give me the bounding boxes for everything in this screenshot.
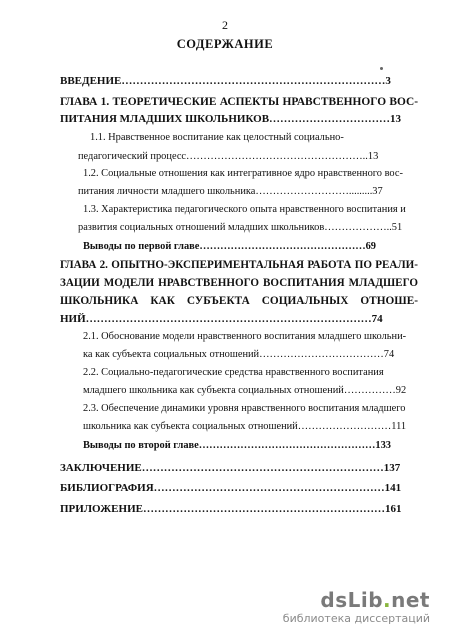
toc-line: 1.3. Характеристика педагогического опыта нравственного воспитания и — [83, 204, 406, 215]
dslib-logo: dsLib.net — [320, 588, 430, 612]
toc-entry-appendix — [60, 502, 418, 516]
toc-entry-bibliography — [60, 481, 418, 495]
dslib-subtitle: библиотека диссертаций — [282, 612, 430, 625]
toc-line: развития социальных отношений младших школьников………………..51 — [78, 222, 403, 233]
ink-speck — [380, 67, 383, 70]
toc-line: 1.2. Социальные отношения как интегративное ядро нравственного вос- — [83, 168, 403, 179]
toc-line: Выводы по первой главе…………………………………………69 — [83, 241, 377, 252]
toc-line: ГЛАВА 2. ОПЫТНО-ЭКСПЕРИМЕНТАЛЬНАЯ РАБОТА ПО РЕАЛИ- — [60, 259, 418, 271]
toc-line: ЗАЦИИ МОДЕЛИ НРАВСТВЕННОГО ВОСПИТАНИЯ МЛАДШЕГО — [60, 277, 418, 289]
page-title: СОДЕРЖАНИЕ — [176, 37, 274, 51]
toc-line: Выводы по второй главе……………………………………………133 — [83, 440, 391, 451]
toc-entry-conclusion — [60, 461, 418, 475]
toc-entry-conclusions-1 — [83, 240, 418, 254]
toc-line: ПРИЛОЖЕНИЕ…………………………………………………………161 — [60, 503, 402, 515]
toc-line: педагогический процесс……………………………………………..13 — [78, 151, 379, 162]
toc-line: 2.2. Социально-педагогические средства нравственного воспитания — [83, 367, 384, 378]
toc-line: ШКОЛЬНИКА КАК СУБЪЕКТА СОЦИАЛЬНЫХ ОТНОШЕ- — [60, 295, 418, 307]
toc-entry-conclusions-2 — [83, 439, 418, 453]
toc-entry-chapter-2 — [60, 258, 418, 326]
page-number: 2 — [222, 18, 228, 32]
toc-line: 2.1. Обоснование модели нравственного воспитания младшего школьни- — [83, 331, 407, 342]
toc-line: НИЙ……………………………………………………………………74 — [60, 313, 383, 325]
toc-line: ка как субъекта социальных отношений………………………………74 — [83, 349, 395, 360]
toc-line: ПИТАНИЯ МЛАДШИХ ШКОЛЬНИКОВ……………………………13 — [60, 113, 402, 125]
toc-entry-1-2 — [78, 167, 418, 199]
toc-line: 2.3. Обеспечение динамики уровня нравственного воспитания младшего — [83, 403, 406, 414]
toc-line: питания личности младшего школьника……………………….........37 — [78, 186, 383, 197]
dslib-watermark — [283, 588, 430, 625]
toc-line: ЗАКЛЮЧЕНИЕ…………………………………………………………137 — [60, 462, 401, 474]
toc-entry-1-1-cont — [60, 150, 418, 164]
toc-entry-2-1 — [83, 330, 418, 362]
toc-entry-2-2 — [83, 366, 418, 398]
toc-line: БИБЛИОГРАФИЯ………………………………………………………141 — [60, 482, 402, 494]
toc-entry-1-1 — [90, 131, 418, 145]
toc-line: школьника как субъекта социальных отношений………………………111 — [83, 421, 407, 432]
toc-entry-intro — [60, 74, 418, 88]
toc-line: младшего школьника как субъекта социальных отношений……………92 — [83, 385, 407, 396]
toc-line: ВВЕДЕНИЕ………………………………………………………………3 — [60, 75, 391, 87]
toc-line: 1.1. Нравственное воспитание как целостный социально- — [90, 132, 344, 143]
toc-line: ГЛАВА 1. ТЕОРЕТИЧЕСКИЕ АСПЕКТЫ НРАВСТВЕННОГО ВОС- — [60, 96, 418, 108]
toc-entry-chapter-1 — [60, 95, 418, 126]
toc-entry-1-3 — [78, 203, 418, 235]
toc-entry-2-3 — [83, 402, 418, 434]
